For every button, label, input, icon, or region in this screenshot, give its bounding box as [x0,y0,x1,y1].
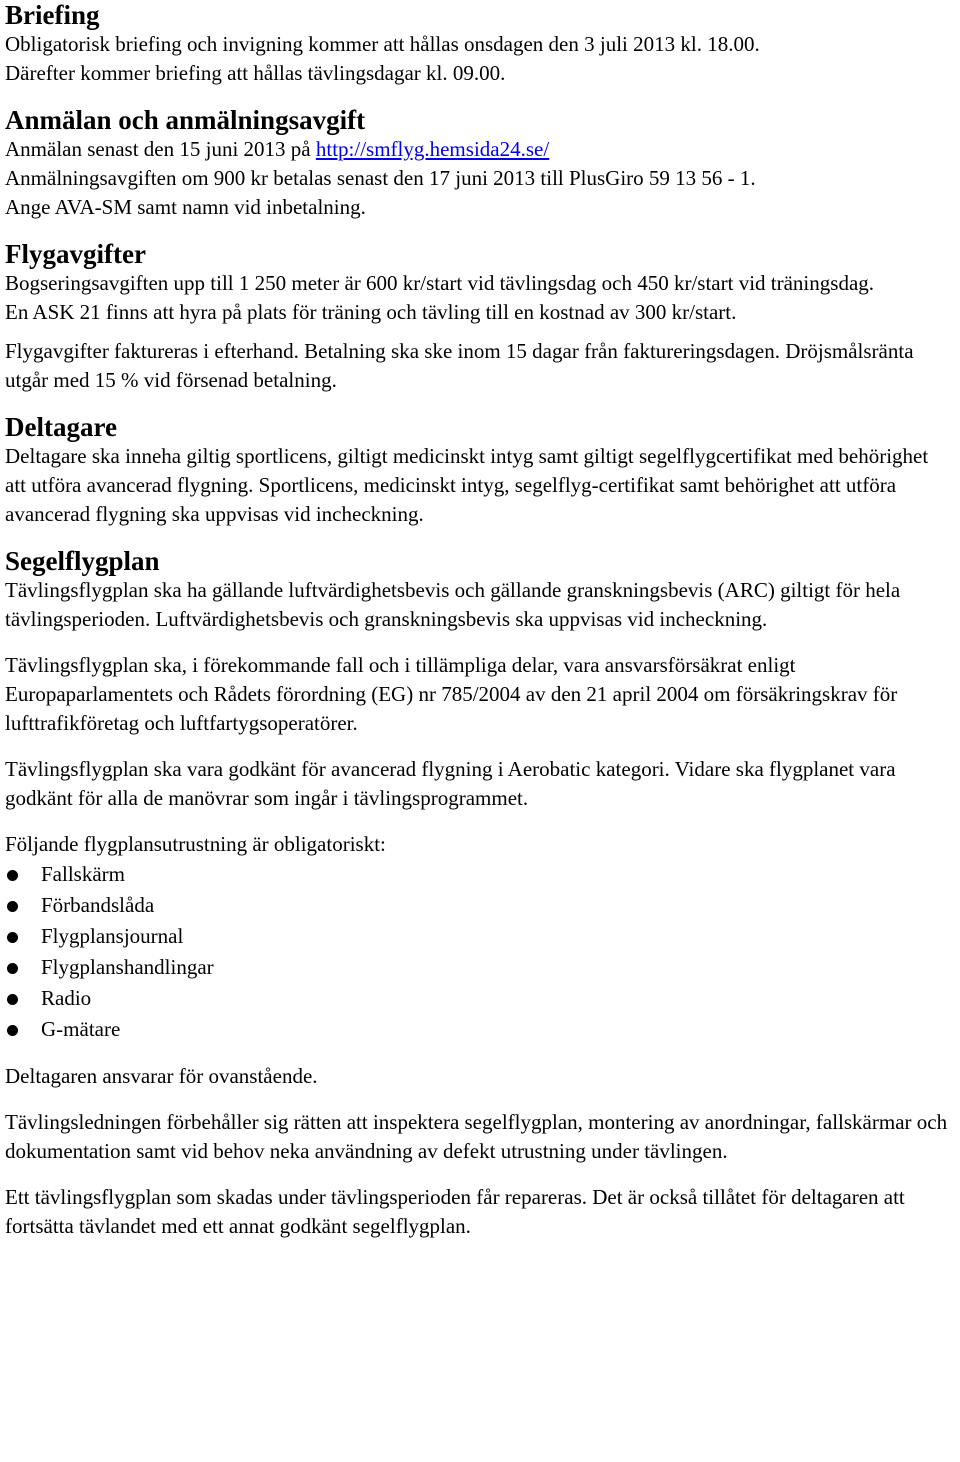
list-item [5,952,954,983]
anmalan-line-1-text: Anmälan senast den 15 juni 2013 på [5,137,316,161]
segelflygplan-paragraph-5: Deltagaren ansvarar för ovanstående. [5,1064,318,1088]
list-item [5,859,954,890]
list-item [5,890,954,921]
anmalan-heading: Anmälan och anmälningsavgift [5,105,366,135]
anmalan-line-1 [5,135,954,164]
equipment-intro: Följande flygplansutrustning är obligatoriskt: [5,832,386,856]
flygavgifter-paragraph-2: En ASK 21 finns att hyra på plats för träning och tävling till en kostnad av 300 kr/start. [5,300,737,324]
bullet-icon [7,994,18,1005]
bullet-icon [7,932,18,943]
list-item-label: G-mätare [41,1017,121,1041]
briefing-heading: Briefing [5,0,100,30]
flygavgifter-paragraph-1: Bogseringsavgiften upp till 1 250 meter är 600 kr/start vid tävlingsdag och 450 kr/start vid träningsdag. [5,271,875,295]
list-item-label: Radio [41,986,92,1010]
flygavgifter-heading: Flygavgifter [5,239,146,269]
smflyg-link[interactable]: http://smflyg.hemsida24.se/ [315,137,550,161]
bullet-icon [7,901,18,912]
segelflygplan-paragraph-7: Ett tävlingsflygplan som skadas under tävlingsperioden får repareras. Det är också tillåtet för deltagaren att fortsätta tävlandet med ett annat godkänt segelflygplan. [5,1185,905,1238]
flygavgifter-paragraph-3: Flygavgifter faktureras i efterhand. Betalning ska ske inom 15 dagar från faktureringsdagen. Dröjsmålsränta utgår med 15 % vid försenad betalning. [5,339,914,392]
segelflygplan-heading: Segelflygplan [5,546,160,576]
anmalan-line-2: Anmälningsavgiften om 900 kr betalas senast den 17 juni 2013 till PlusGiro 59 13 56 - 1. [5,166,756,190]
anmalan-line-3: Ange AVA-SM samt namn vid inbetalning. [5,195,366,219]
list-item-label: Flygplanshandlingar [41,955,214,979]
list-item [5,983,954,1014]
list-item [5,921,954,952]
equipment-list [5,859,954,1045]
segelflygplan-paragraph-6: Tävlingsledningen förbehåller sig rätten att inspektera segelflygplan, montering av anordningar, fallskärmar och dokumentation samt vid behov neka användning av defekt utrustning under tävlingen. [5,1110,948,1163]
deltagare-heading: Deltagare [5,412,117,442]
briefing-line-1: Obligatorisk briefing och invigning kommer att hållas onsdagen den 3 juli 2013 kl. 18.00. [5,32,760,56]
segelflygplan-paragraph-2: Tävlingsflygplan ska, i förekommande fall och i tillämpliga delar, vara ansvarsförsäkrat enligt Europaparlamentets och Rådets förordning (EG) nr 785/2004 av den 21 april 2004 om försäkringskrav för lufttrafikföretag och luftfartygsoperatörer. [5,653,898,735]
deltagare-paragraph-1: Deltagare ska inneha giltig sportlicens, giltigt medicinskt intyg samt giltigt segelflygcertifikat med behörighet att utföra avancerad flygning. Sportlicens, medicinskt intyg, segelflyg-certifikat samt behörighet att utföra avancerad flygning ska uppvisas vid incheckning. [5,444,929,526]
bullet-icon [7,870,18,881]
bullet-icon [7,1025,18,1036]
bullet-icon [7,963,18,974]
list-item-label: Flygplansjournal [41,924,184,948]
segelflygplan-paragraph-3: Tävlingsflygplan ska vara godkänt för avancerad flygning i Aerobatic kategori. Vidare ska flygplanet vara godkänt för alla de manövrar som ingår i tävlingsprogrammet. [5,757,896,810]
briefing-line-2: Därefter kommer briefing att hållas tävlingsdagar kl. 09.00. [5,61,506,85]
list-item-label: Förbandslåda [41,893,155,917]
list-item [5,1014,954,1045]
segelflygplan-paragraph-1: Tävlingsflygplan ska ha gällande luftvärdighetsbevis och gällande granskningsbevis (ARC) giltigt för hela tävlingsperioden. Luftvärdighetsbevis och granskningsbevis ska uppvisas vid incheckning. [5,578,901,631]
list-item-label: Fallskärm [41,862,125,886]
